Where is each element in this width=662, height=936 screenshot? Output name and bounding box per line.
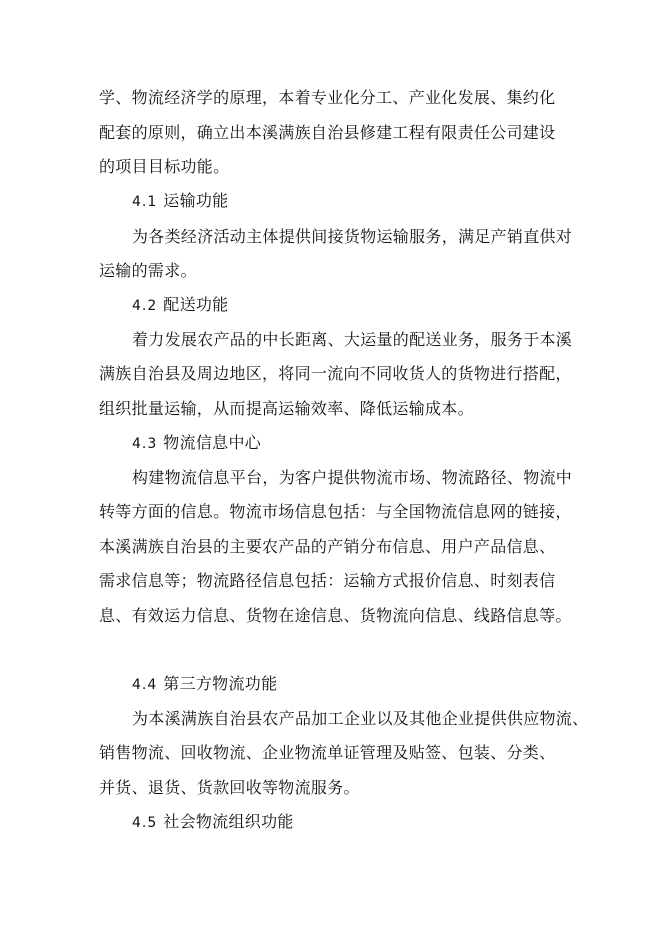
section-number: 4.2 — [132, 298, 158, 314]
paragraph-line: 需求信息等；物流路径信息包括：运输方式报价信息、时刻表信 — [99, 571, 556, 590]
section-number: 4.3 — [132, 436, 158, 452]
paragraph-line: 满族自治县及周边地区，将同一流向不同收货人的货物进行搭配， — [99, 364, 572, 383]
paragraph-line: 学、物流经济学的原理，本着专业化分工、产业化发展、集约化 — [99, 88, 556, 107]
paragraph-line: 为各类经济活动主体提供间接货物运输服务，满足产销直供对 — [132, 227, 573, 246]
section-title: 第三方物流功能 — [163, 674, 278, 693]
paragraph-line: 配套的原则，确立出本溪满族自治县修建工程有限责任公司建设 — [99, 123, 556, 142]
paragraph-line: 销售物流、回收物流、企业物流单证管理及贴签、包装、分类、 — [99, 743, 556, 762]
section-number: 4.5 — [132, 815, 158, 831]
paragraph-line: 运输的需求。 — [99, 261, 197, 280]
paragraph-line: 为本溪满族自治县农产品加工企业以及其他企业提供供应物流、 — [132, 709, 589, 728]
paragraph-line: 构建物流信息平台，为客户提供物流市场、物流路径、物流中 — [132, 468, 573, 487]
paragraph-line: 息、有效运力信息、货物在途信息、货物流向信息、线路信息等。 — [99, 606, 572, 625]
section-heading-4-3 — [132, 433, 261, 454]
section-heading-4-4 — [132, 674, 277, 695]
paragraph-line: 转等方面的信息。物流市场信息包括：与全国物流信息网的链接， — [99, 502, 572, 521]
section-heading-4-5 — [132, 812, 294, 833]
section-title: 配送功能 — [163, 295, 229, 314]
section-heading-4-2 — [132, 295, 228, 316]
section-title: 物流信息中心 — [163, 433, 262, 452]
section-number: 4.4 — [132, 677, 158, 693]
section-number: 4.1 — [132, 194, 158, 210]
section-heading-4-1 — [132, 191, 228, 212]
section-title: 社会物流组织功能 — [163, 812, 294, 831]
section-title: 运输功能 — [163, 191, 229, 210]
paragraph-line: 本溪满族自治县的主要农产品的产销分布信息、用户产品信息、 — [99, 537, 556, 556]
paragraph-line: 着力发展农产品的中长距离、大运量的配送业务，服务于本溪 — [132, 330, 573, 349]
paragraph-line: 的项目目标功能。 — [99, 157, 230, 176]
paragraph-line: 组织批量运输，从而提高运输效率、降低运输成本。 — [99, 399, 474, 418]
paragraph-line: 并货、退货、货款回收等物流服务。 — [99, 778, 360, 797]
